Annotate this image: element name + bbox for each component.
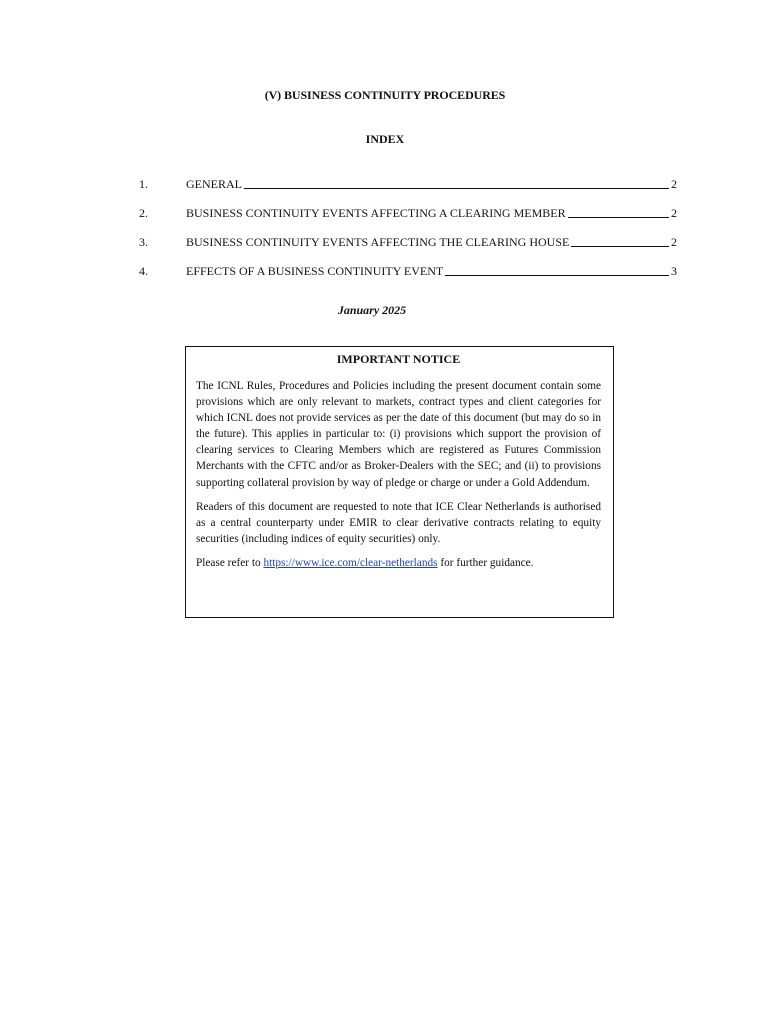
- toc-item-general[interactable]: [139, 176, 677, 205]
- table-of-contents: [139, 176, 677, 292]
- index-heading: INDEX: [365, 132, 405, 146]
- toc-item-title: BUSINESS CONTINUITY EVENTS AFFECTING A CLEARING MEMBER: [186, 206, 566, 220]
- toc-leader-line: [568, 217, 669, 218]
- document-date: January 2025: [337, 303, 407, 317]
- toc-entry: [186, 234, 677, 250]
- toc-item-title: BUSINESS CONTINUITY EVENTS AFFECTING THE CLEARING HOUSE: [186, 235, 570, 249]
- toc-item-clearing-house[interactable]: [139, 234, 677, 263]
- toc-item-number: 4.: [139, 264, 148, 278]
- important-notice-box: [185, 346, 614, 618]
- notice-paragraph-3-prefix: Please refer to: [196, 556, 264, 569]
- toc-item-number: 2.: [139, 206, 148, 220]
- notice-paragraph-3-suffix: for further guidance.: [437, 556, 534, 569]
- toc-item-title: EFFECTS OF A BUSINESS CONTINUITY EVENT: [186, 264, 444, 278]
- toc-leader-line: [445, 275, 669, 276]
- toc-item-page: 2: [671, 177, 677, 191]
- toc-entry: [186, 205, 677, 221]
- toc-item-clearing-member[interactable]: [139, 205, 677, 234]
- clear-netherlands-link[interactable]: https://www.ice.com/clear-netherlands: [263, 556, 438, 569]
- toc-item-page: 2: [671, 235, 677, 249]
- toc-item-number: 1.: [139, 177, 148, 191]
- toc-item-title: GENERAL: [186, 177, 242, 191]
- notice-title: IMPORTANT NOTICE: [336, 352, 461, 366]
- document-title: (V) BUSINESS CONTINUITY PROCEDURES: [264, 88, 506, 102]
- toc-item-page: 3: [671, 264, 677, 278]
- toc-leader-line: [571, 246, 669, 247]
- toc-entry: [186, 263, 677, 279]
- notice-paragraph-2: Readers of this document are requested to note that ICE Clear Netherlands is authorised as a central counterparty under EMIR to clear derivative contracts relating to equity securities (including indices of equity securities) only.: [196, 500, 601, 545]
- toc-entry: [186, 176, 677, 192]
- toc-item-effects[interactable]: [139, 263, 677, 292]
- notice-paragraph-3: [196, 555, 601, 571]
- notice-paragraph-1: The ICNL Rules, Procedures and Policies including the present document contain some provisions which are only relevant to markets, contract types and client categories for which ICNL does not provide services as per the date of this document (but may do so in the future). This applies in particular to: (i) provisions which support the provision of clearing services to Clearing Members which are registered as Futures Commission Merchants with the CFTC and/or as Broker-Dealers with the SEC; and (ii) to provisions supporting collateral provision by way of pledge or charge or under a Gold Addendum.: [196, 380, 601, 489]
- toc-item-number: 3.: [139, 235, 148, 249]
- toc-leader-line: [244, 188, 669, 189]
- toc-item-page: 2: [671, 206, 677, 220]
